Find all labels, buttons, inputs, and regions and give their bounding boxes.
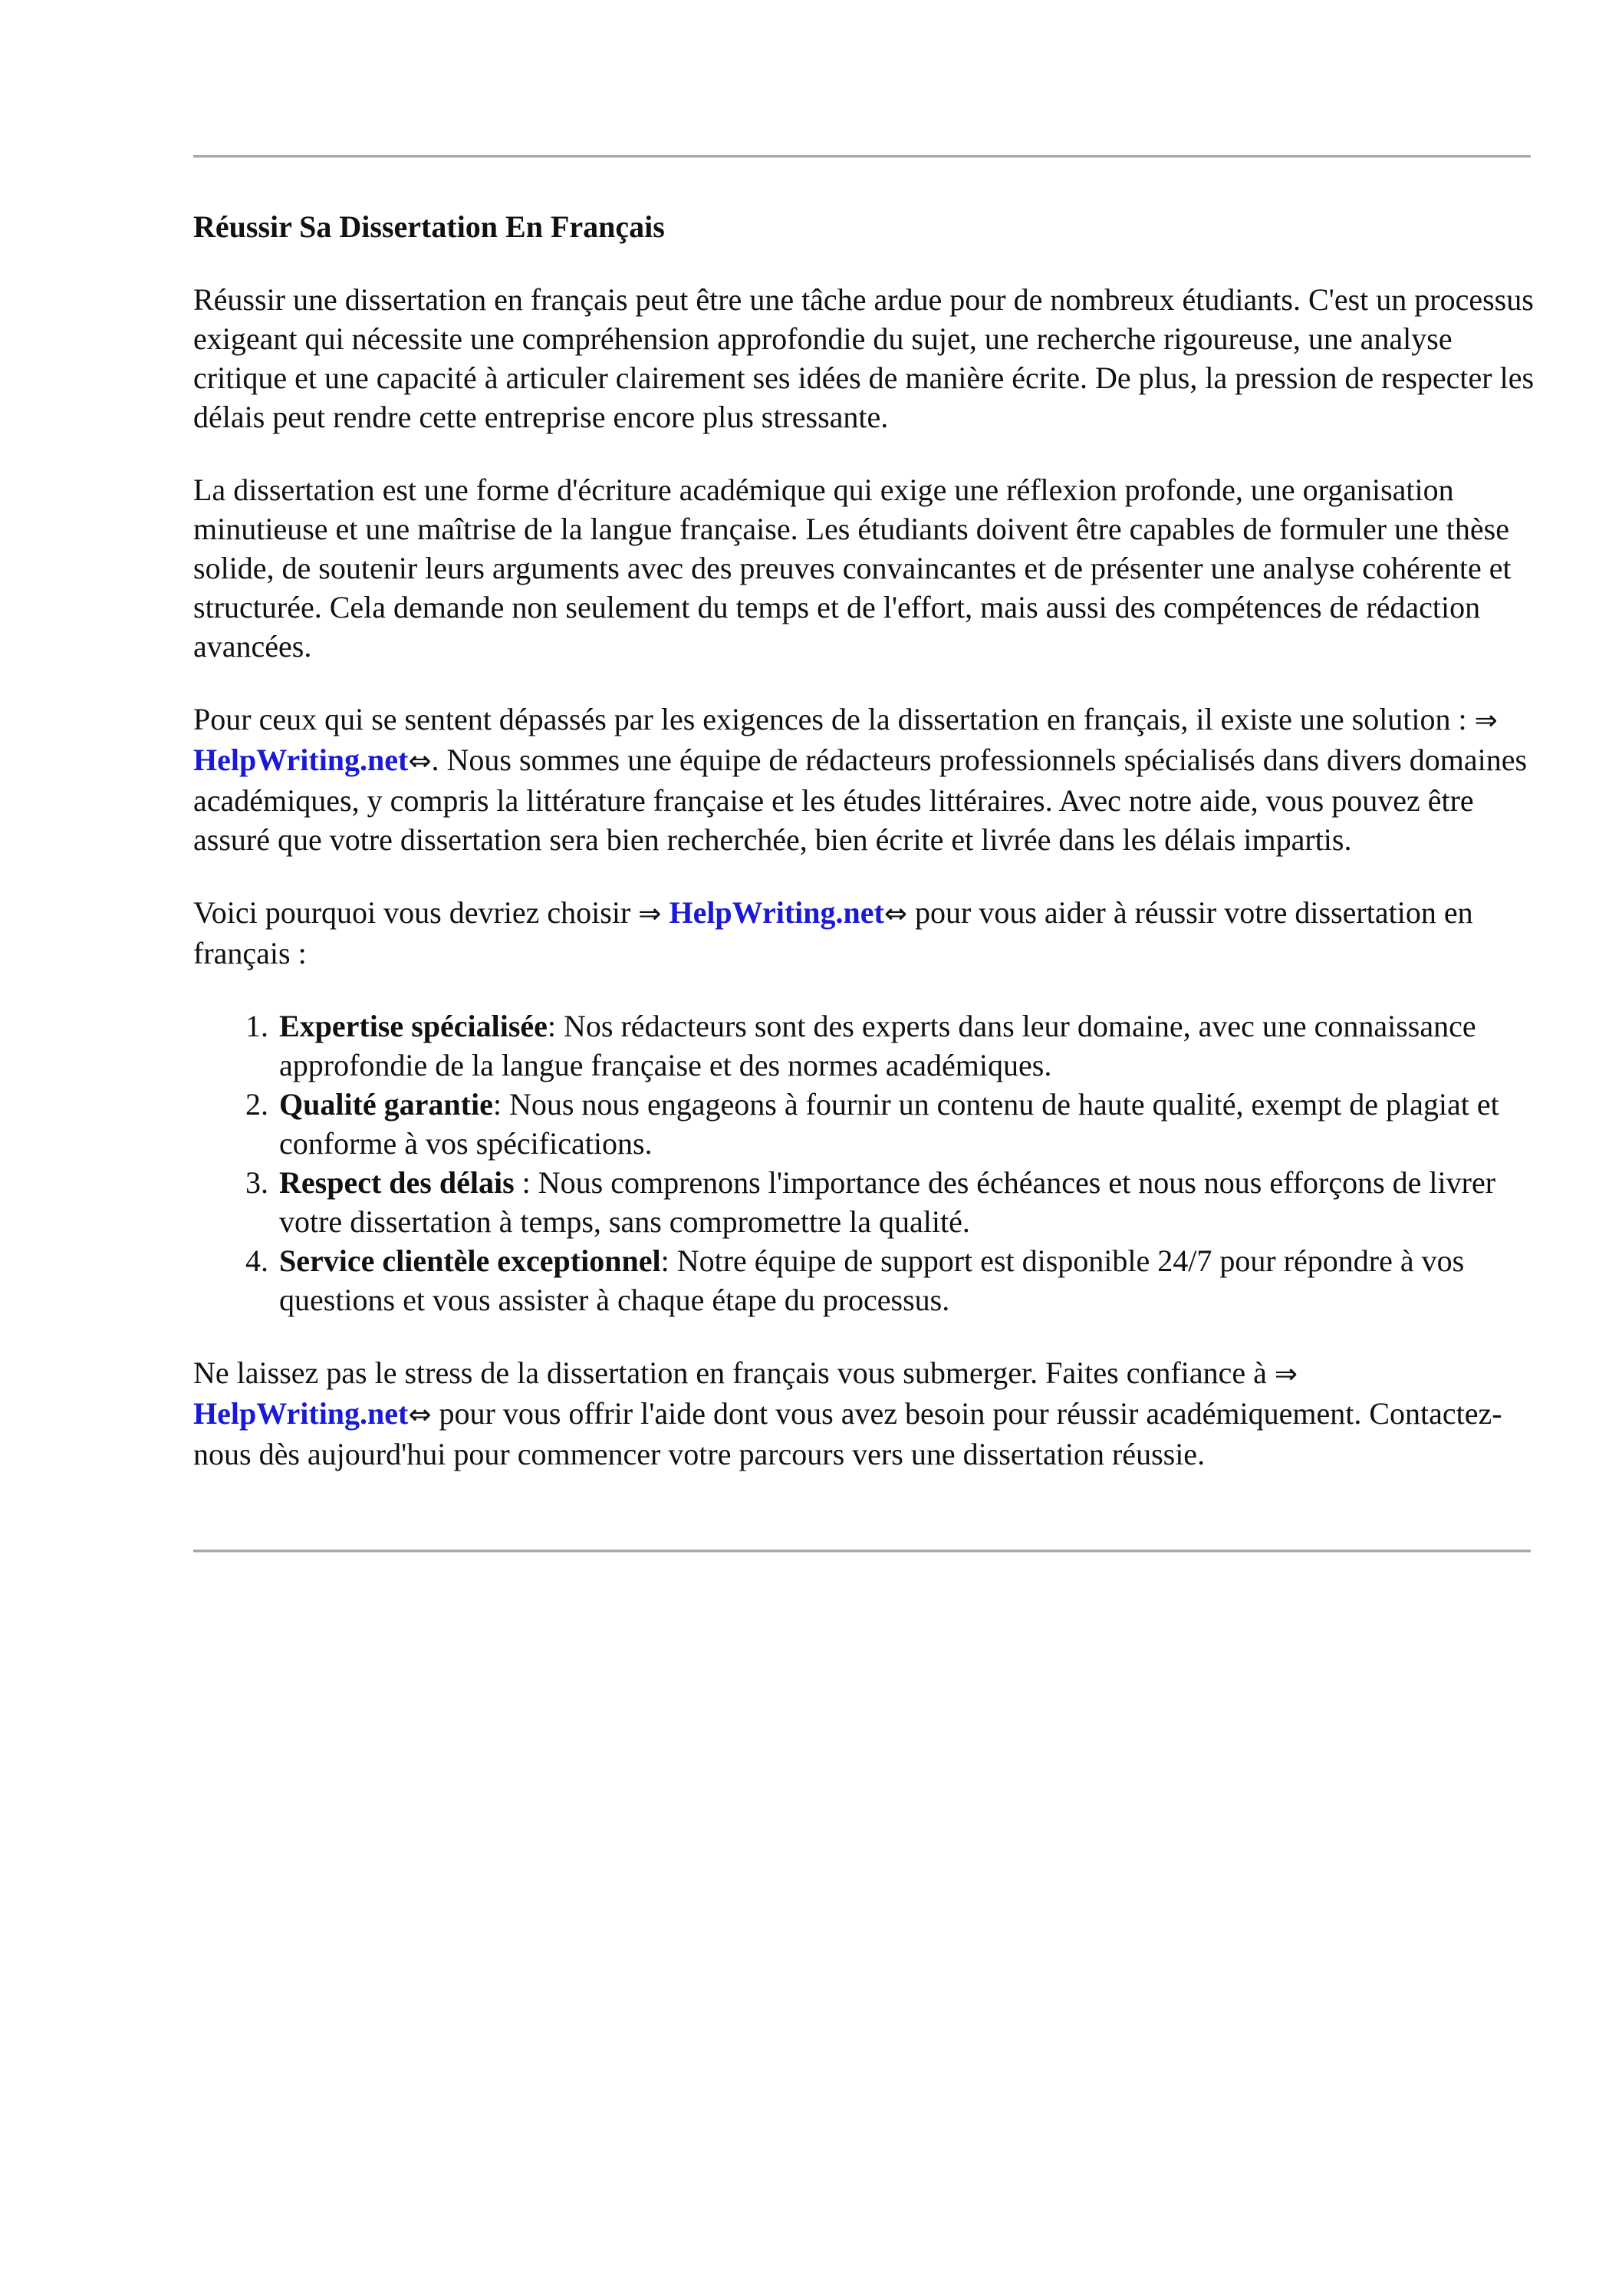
dissertation-description-paragraph: La dissertation est une forme d'écriture académique qui exige une réflexion profonde, une organisation minutieuse et une maîtrise de la langue française. Les étudiants doivent être capables de formuler une thèse solide, de soutenir leurs arguments avec des preuves convaincantes et de présenter une analyse cohérente et structurée. Cela demande non seulement du temps et de l'effort, mais aussi des compétences de rédaction avancées.: [193, 473, 1512, 664]
feature-term: Expertise spécialisée: [279, 1009, 548, 1043]
right-arrow-icon: ⇒: [1474, 705, 1498, 736]
bottom-divider: [193, 1550, 1531, 1553]
feature-text: : Nous nous engageons à fournir un contenu de haute qualité, exempt de plagiat et conforme à vos spécifications.: [279, 1087, 1499, 1161]
article-body: [193, 207, 1537, 1507]
why-paragraph: [193, 893, 1537, 973]
solution-text-after: . Nous sommes une équipe de rédacteurs professionnels spécialisés dans divers domaines académiques, y compris la littérature française et les études littéraires. Avec notre aide, vous pouvez être assuré que votre dissertation sera bien recherchée, bien écrite et livrée dans les délais impartis.: [193, 743, 1528, 857]
feature-term: Service clientèle exceptionnel: [279, 1244, 661, 1278]
feature-text: : Nous comprenons l'importance des échéances et nous nous efforçons de livrer votre dissertation à temps, sans compromettre la qualité.: [279, 1165, 1496, 1239]
right-arrow-icon: ⇒: [1274, 1359, 1298, 1390]
right-arrow-icon: ⇒: [638, 898, 662, 930]
solution-paragraph: [193, 700, 1537, 859]
feature-text: : Notre équipe de support est disponible 24/7 pour répondre à vos questions et vous assister à chaque étape du processus.: [279, 1244, 1465, 1317]
helpwriting-link[interactable]: HelpWriting.net: [193, 743, 409, 777]
helpwriting-link[interactable]: HelpWriting.net: [193, 1396, 409, 1431]
features-list: [193, 1006, 1537, 1319]
top-divider: [193, 155, 1531, 158]
why-text-before: Voici pourquoi vous devriez choisir: [193, 895, 639, 930]
intro-paragraph: Réussir une dissertation en français peut être une tâche ardue pour de nombreux étudiants. C'est un processus exigeant qui nécessite une compréhension approfondie du sujet, une recherche rigoureuse, une analyse critique et une capacité à articuler clairement ses idées de manière écrite. De plus, la pression de respecter les délais peut rendre cette entreprise encore plus stressante.: [193, 282, 1535, 434]
closing-text-before: Ne laissez pas le stress de la dissertation en français vous submerger. Faites confiance à: [193, 1356, 1275, 1390]
closing-text-after: pour vous offrir l'aide dont vous avez besoin pour réussir académiquement. Contactez-nous dès aujourd'hui pour commencer votre parcours vers une dissertation réussie.: [193, 1396, 1502, 1471]
double-arrow-icon: ⇔: [408, 1399, 432, 1431]
list-item: [276, 1163, 1537, 1241]
feature-term: Respect des délais: [279, 1165, 515, 1200]
helpwriting-link[interactable]: HelpWriting.net: [669, 895, 884, 930]
solution-text-before: Pour ceux qui se sentent dépassés par les exigences de la dissertation en français, il existe une solution :: [193, 702, 1475, 736]
double-arrow-icon: ⇔: [883, 898, 907, 930]
feature-term: Qualité garantie: [279, 1087, 493, 1122]
why-text-after: pour vous aider à réussir votre dissertation en français :: [193, 895, 1473, 970]
list-item: [276, 1085, 1537, 1163]
list-item: [276, 1241, 1537, 1319]
list-item: [276, 1006, 1537, 1085]
double-arrow-icon: ⇔: [408, 746, 432, 777]
page-title: Réussir Sa Dissertation En Français: [193, 209, 665, 244]
feature-text: : Nos rédacteurs sont des experts dans leur domaine, avec une connaissance approfondie de la langue française et des normes académiques.: [279, 1009, 1476, 1082]
closing-paragraph: [193, 1353, 1537, 1474]
